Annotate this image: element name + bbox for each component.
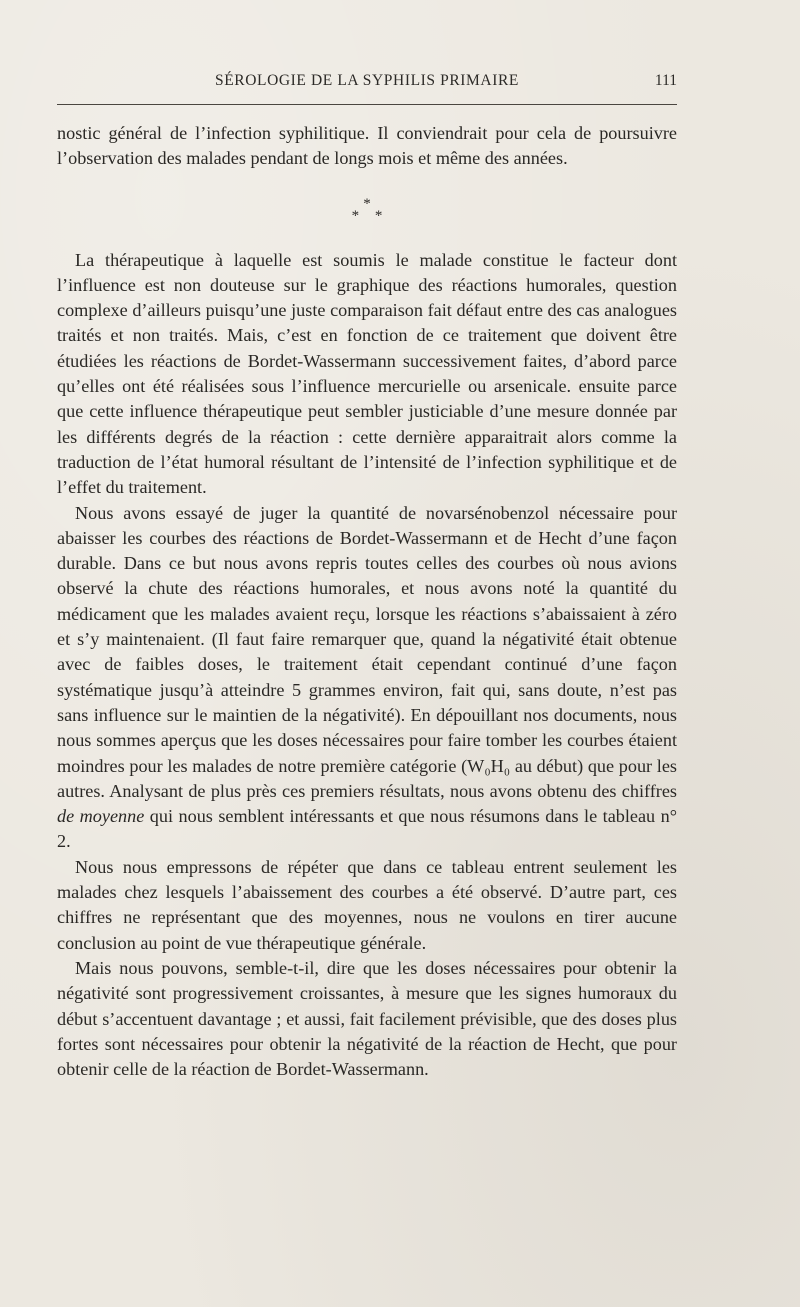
asterism-top: *: [363, 195, 371, 212]
paragraph-therapeutique: La thérapeutique à laquelle est soumis le malade constitue le facteur dont l’influence est non douteuse sur le graphique des réactions humorales, question complexe d’ailleurs puisqu’une juste comparaison fait défaut entre des cas analogues traités et non traités. Mais, c’est en fonction de ce traitement que doivent être étudiées les réactions de Bordet-Wassermann successivement faites, d’abord parce qu’elles ont été réalisées sous l’influence mercurielle ou arsenicale. ensuite parce que cette influence thérapeutique peut sembler justiciable d’une mesure donnée par les différents degrés de la réaction : cette dernière apparaitrait alors comme la traduction de l’état humoral résultant de l’intensité de l’infection syphilitique et de l’effet du traitement.: [57, 249, 677, 498]
paragraph-novarsenobenzol: [57, 501, 677, 855]
running-head: [57, 72, 677, 98]
paragraph-text: Nous avons essayé de juger la quantité de novarsénobenzol nécessaire pour abaisser les courbes des réactions de Bordet-Wassermann et de Hecht d’une façon durable. Dans ce but nous avons repris toutes celles des courbes où nous avions observé la chute des réactions humorales, et nous avons noté la quantité du médicament que les malades avaient reçu, lorsque les réactions s’abaissaient à zéro et s’y maintenaient. (Il faut faire remarquer que, quand la négativité était obtenue avec de faibles doses, le traitement était cependant continué d’une façon systématique jusqu’à atteindre 5 grammes environ, fait qui, sans doute, n’est pas sans influence sur le maintien de la négativité). En dépouillant nos documents, nous nous sommes aperçus que les doses nécessaires pour faire tomber les courbes étaient moindres pour les malades de notre première catégorie (W₀H₀ au début) que pour les autres. Analysant de plus près ces premiers résultats, nous avons obtenu des chiffres: [57, 502, 677, 801]
running-title: SÉROLOGIE DE LA SYPHILIS PRIMAIRE: [215, 72, 519, 89]
section-separator: [57, 195, 677, 224]
page-number: 111: [654, 72, 677, 89]
asterism-bottom: * *: [351, 207, 389, 224]
paragraph-tableau: Nous nous empressons de répéter que dans ce tableau entrent seulement les malades chez lesquels l’abaissement des courbes a été observé. D’autre part, ces chiffres ne représentant que des moyennes, nous ne voulons en tirer aucune conclusion au point de vue thérapeutique générale.: [57, 856, 677, 953]
body-text: [57, 121, 677, 1082]
paragraph-continuation: nostic général de l’infection syphilitique. Il conviendrait pour cela de poursuivre l’observation des malades pendant de longs mois et même des années.: [57, 123, 677, 169]
header-rule: [57, 104, 677, 105]
paragraph-text: qui nous semblent intéressants et que nous résumons dans le tableau n° 2.: [57, 806, 677, 852]
italic-phrase: de moyenne: [57, 806, 145, 827]
paragraph-conclusion: Mais nous pouvons, semble-t-il, dire que les doses nécessaires pour obtenir la négativité sont progressivement croissantes, à mesure que les signes humoraux du début s’accentuent davantage ; et aussi, fait facilement prévisible, que des doses plus fortes sont nécessaires pour obtenir la négativité de la réaction de Hecht, que pour obtenir celle de la réaction de Bordet-Wassermann.: [57, 957, 677, 1080]
